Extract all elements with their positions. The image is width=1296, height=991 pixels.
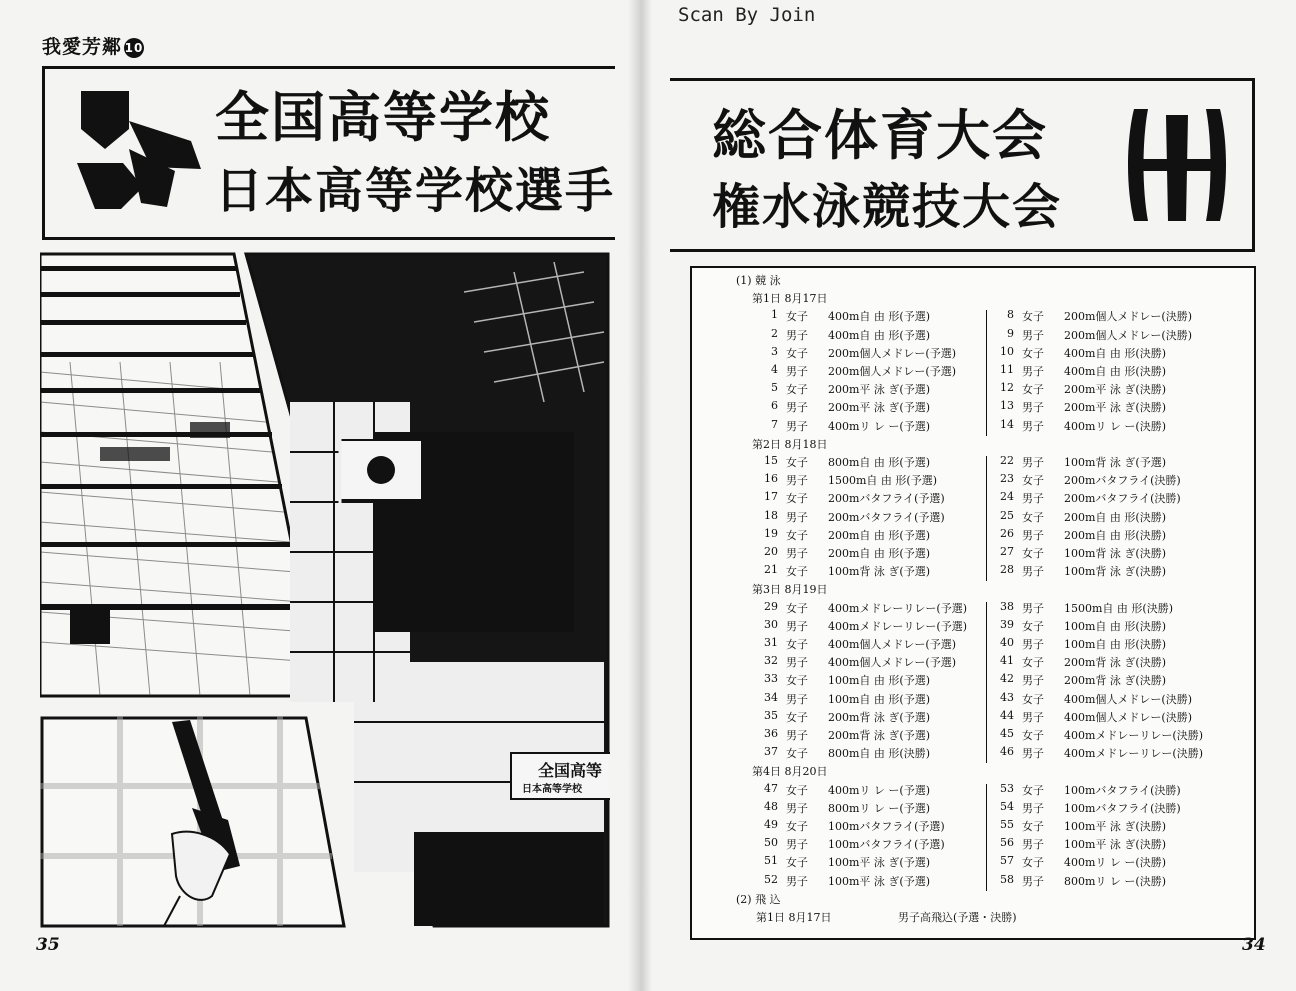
gender: 女子: [1022, 729, 1044, 742]
event-name: 200m平 泳 ぎ(決勝): [1064, 401, 1167, 415]
event-number: 46: [1000, 745, 1014, 759]
event-number: 3: [771, 344, 778, 358]
event-name: 200m個人メドレー(予選): [828, 365, 957, 378]
table-row: [692, 381, 1254, 399]
gender: 男子: [1022, 565, 1044, 579]
event-number: 11: [1000, 363, 1014, 376]
table-row: [692, 327, 1254, 345]
table-row: [692, 745, 1254, 763]
gender: 男子: [1022, 419, 1044, 433]
event-number: 18: [764, 508, 778, 522]
event-name: 100m平 泳 ぎ(決勝): [1064, 820, 1167, 833]
gender: 男子: [786, 692, 808, 706]
gender: 女子: [1022, 310, 1044, 324]
table-row: [692, 636, 1254, 654]
event-number: 21: [764, 563, 778, 577]
event-number: 30: [764, 617, 778, 631]
event-number: 2: [771, 326, 778, 340]
column-divider: [986, 602, 987, 764]
event-name: 400mリ レ ー(決勝): [1064, 419, 1167, 433]
event-number: 48: [764, 799, 778, 813]
event-number: 41: [1000, 654, 1014, 668]
event-name: 200m自 由 形(決勝): [1064, 528, 1167, 542]
event-name: 200m自 由 形(予選): [828, 547, 931, 560]
table-row: [692, 345, 1254, 363]
gender: 女子: [786, 456, 808, 469]
gender: 男子: [786, 547, 808, 560]
event-name: 100m自 由 形(決勝): [1064, 638, 1167, 651]
gender: 女子: [786, 856, 808, 870]
gender: 女子: [786, 310, 808, 324]
gender: 男子: [786, 401, 808, 415]
gender: 女子: [786, 783, 808, 797]
event-number: 4: [771, 363, 778, 376]
event-name: 200mバタフライ(予選): [828, 510, 945, 524]
gender: 男子: [1022, 456, 1044, 469]
event-number: 19: [764, 526, 778, 540]
gender: 男子: [786, 656, 808, 670]
event-number: 58: [1000, 872, 1014, 886]
event-name: 1500m自 由 形(予選): [828, 474, 938, 488]
event-name: 100mバタフライ(予選): [828, 838, 945, 852]
table-row: [692, 472, 1254, 490]
gender: 男子: [786, 474, 808, 488]
gender: 女子: [786, 383, 808, 397]
event-number: 53: [1000, 781, 1014, 795]
gender: 男子: [1022, 710, 1044, 724]
event-name: 200m個人メドレー(決勝): [1064, 328, 1193, 342]
event-number: 42: [1000, 672, 1014, 686]
venue-sign-line2: 日本高等学校: [522, 784, 582, 795]
event-name: 400m個人メドレー(決勝): [1064, 710, 1193, 724]
event-number: 26: [1000, 526, 1014, 540]
event-number: 13: [1000, 399, 1014, 413]
gender: 女子: [786, 346, 808, 360]
gender: 女子: [786, 565, 808, 579]
event-name: 400m個人メドレー(予選): [828, 638, 957, 651]
event-name: 400mメドレーリレー(予選): [828, 601, 968, 615]
section-heading-swimming: (1) 競 泳: [736, 274, 781, 287]
table-row: [692, 600, 1254, 618]
event-name: 100m背 泳 ぎ(決勝): [1064, 565, 1167, 579]
gender: 男子: [1022, 492, 1044, 506]
event-number: 35: [764, 708, 778, 722]
gender: 女子: [1022, 474, 1044, 488]
event-number: 6: [771, 399, 778, 413]
table-row: [692, 490, 1254, 508]
gender: 男子: [786, 619, 808, 633]
event-name: 200m平 泳 ぎ(予選): [828, 401, 931, 415]
table-row: [692, 654, 1254, 672]
gender: 男子: [1022, 601, 1044, 615]
event-number: 38: [1000, 599, 1014, 613]
event-name: 800mリ レ ー(予選): [828, 801, 931, 815]
event-name: 200m背 泳 ぎ(決勝): [1064, 674, 1167, 688]
table-row: [692, 527, 1254, 545]
headline-banner-left: [42, 66, 615, 240]
table-row: [692, 672, 1254, 690]
event-number: 44: [1000, 708, 1014, 722]
event-number: 36: [764, 727, 778, 740]
gender: 男子: [1022, 638, 1044, 651]
event-name: 200m平 泳 ぎ(予選): [828, 383, 931, 397]
gender: 男子: [786, 328, 808, 342]
table-row: [692, 709, 1254, 727]
volume-badge: 10: [124, 38, 144, 58]
event-name: 200m背 泳 ぎ(決勝): [1064, 656, 1167, 670]
event-name: 200m個人メドレー(決勝): [1064, 310, 1193, 324]
event-number: 57: [1000, 854, 1014, 868]
event-number: 52: [764, 872, 778, 886]
event-number: 16: [764, 472, 778, 486]
table-row: [692, 691, 1254, 709]
event-number: 32: [764, 654, 778, 668]
table-row: [692, 509, 1254, 527]
event-number: 39: [1000, 617, 1014, 631]
event-name: 800m自 由 形(決勝): [828, 747, 931, 761]
event-name: 400mリ レ ー(予選): [828, 419, 931, 433]
day-heading: 第3日 8月19日: [752, 583, 828, 597]
column-divider: [986, 456, 987, 581]
gun-panel: [40, 716, 346, 928]
gender: 男子: [1022, 528, 1044, 542]
event-number: 28: [1000, 563, 1014, 577]
table-row: [692, 399, 1254, 417]
gender: 女子: [1022, 619, 1044, 633]
table-row: [692, 873, 1254, 891]
gender: 男子: [1022, 874, 1044, 888]
gender: 男子: [1022, 747, 1044, 761]
event-name: 100mバタフライ(決勝): [1064, 801, 1181, 815]
event-name: 200mバタフライ(決勝): [1064, 474, 1181, 488]
gender: 男子: [1022, 365, 1044, 378]
gender: 女子: [786, 528, 808, 542]
gender: 女子: [1022, 820, 1044, 833]
gender: 女子: [1022, 547, 1044, 560]
gender: 男子: [1022, 674, 1044, 688]
event-number: 14: [1000, 417, 1014, 431]
diving-event: 男子高飛込(予選・決勝): [898, 911, 1017, 924]
section-heading-diving: (2) 飛 込: [736, 892, 781, 906]
table-row: [692, 418, 1254, 436]
event-name: 200m個人メドレー(予選): [828, 346, 957, 360]
headline-right-line2: 権水泳競技大会: [712, 179, 1063, 235]
event-number: 45: [1000, 727, 1014, 740]
gender: 男子: [786, 419, 808, 433]
event-number: 37: [764, 745, 778, 759]
event-name: 100m自 由 形(予選): [828, 674, 931, 688]
book-gutter: [628, 0, 652, 991]
federation-logo-icon: [71, 91, 211, 211]
event-number: 34: [764, 690, 778, 704]
event-name: 200mバタフライ(予選): [828, 492, 945, 506]
event-name: 400mメドレーリレー(予選): [828, 619, 968, 633]
event-number: 12: [1000, 381, 1014, 395]
event-name: 1500m自 由 形(決勝): [1064, 601, 1174, 615]
table-row: [692, 727, 1254, 745]
gender: 男子: [786, 874, 808, 888]
event-number: 27: [1000, 545, 1014, 558]
table-row: [692, 308, 1254, 326]
gender: 女子: [1022, 783, 1044, 797]
event-number: 33: [764, 672, 778, 686]
headline-left-line1: 全国高等学校: [215, 86, 551, 149]
table-row: [692, 545, 1254, 563]
table-row: [692, 454, 1254, 472]
event-name: 100m背 泳 ぎ(予選): [1064, 456, 1167, 469]
gender: 男子: [1022, 801, 1044, 815]
scan-credit: Scan By Join: [678, 4, 816, 26]
event-name: 400m自 由 形(予選): [828, 328, 931, 342]
event-number: 10: [1000, 344, 1014, 358]
gender: 男子: [786, 801, 808, 815]
gender: 男子: [786, 365, 808, 378]
day-heading: 第1日 8月17日: [752, 292, 828, 306]
event-number: 29: [764, 599, 778, 613]
venue-sign: [510, 752, 610, 800]
event-number: 56: [1000, 836, 1014, 850]
gender: 女子: [786, 820, 808, 833]
gender: 女子: [786, 747, 808, 761]
event-number: 54: [1000, 799, 1014, 813]
event-name: 100m背 泳 ぎ(決勝): [1064, 547, 1167, 560]
event-name: 400mメドレーリレー(決勝): [1064, 729, 1204, 742]
event-name: 100mバタフライ(予選): [828, 820, 945, 833]
headline-banner-right: [670, 78, 1255, 252]
event-name: 400mリ レ ー(予選): [828, 783, 931, 797]
gender: 女子: [1022, 656, 1044, 670]
table-row: [692, 782, 1254, 800]
event-number: 5: [771, 381, 778, 395]
column-divider: [986, 310, 987, 435]
event-name: 400mリ レ ー(決勝): [1064, 856, 1167, 870]
event-number: 55: [1000, 818, 1014, 831]
event-name: 400mメドレーリレー(決勝): [1064, 747, 1204, 761]
series-title-text: 我愛芳鄰: [42, 36, 123, 58]
gender: 女子: [786, 601, 808, 615]
day-heading: 第2日 8月18日: [752, 437, 828, 451]
event-number: 9: [1007, 326, 1014, 340]
event-name: 400m個人メドレー(予選): [828, 656, 957, 670]
gender: 男子: [1022, 401, 1044, 415]
event-name: 100mバタフライ(決勝): [1064, 783, 1181, 797]
gender: 男子: [786, 729, 808, 742]
gender: 男子: [786, 838, 808, 852]
event-name: 200mバタフライ(決勝): [1064, 492, 1181, 506]
headline-left-line2: 日本高等学校選手: [215, 163, 616, 219]
event-number: 49: [764, 818, 778, 831]
gender: 男子: [1022, 328, 1044, 342]
page-number-right: 34: [1242, 935, 1266, 955]
event-name: 400m個人メドレー(決勝): [1064, 692, 1193, 706]
table-row: [692, 800, 1254, 818]
event-name: 100m平 泳 ぎ(予選): [828, 856, 931, 870]
event-number: 20: [764, 545, 778, 558]
event-number: 25: [1000, 508, 1014, 522]
event-number: 8: [1007, 308, 1014, 322]
page-number-left: 35: [36, 935, 60, 955]
event-number: 1: [771, 308, 778, 322]
gender: 男子: [786, 510, 808, 524]
event-name: 800mリ レ ー(決勝): [1064, 874, 1167, 888]
event-number: 22: [1000, 454, 1014, 467]
day-heading: 第4日 8月20日: [752, 765, 828, 779]
table-row: [692, 563, 1254, 581]
gender: 女子: [786, 710, 808, 724]
emblem-icon: [1122, 101, 1232, 229]
event-name: 100m平 泳 ぎ(予選): [828, 874, 931, 888]
event-number: 50: [764, 836, 778, 850]
gender: 女子: [1022, 856, 1044, 870]
event-name: 100m背 泳 ぎ(予選): [828, 565, 931, 579]
event-number: 47: [764, 781, 778, 795]
event-number: 15: [764, 454, 778, 467]
table-row: [692, 818, 1254, 836]
table-row: [692, 836, 1254, 854]
event-number: 31: [764, 636, 778, 649]
table-row: [692, 618, 1254, 636]
gender: 女子: [786, 674, 808, 688]
series-title: [42, 32, 144, 59]
gender: 男子: [1022, 838, 1044, 852]
event-number: 40: [1000, 636, 1014, 649]
event-name: 200m背 泳 ぎ(予選): [828, 710, 931, 724]
gender: 女子: [1022, 346, 1044, 360]
event-number: 43: [1000, 690, 1014, 704]
table-row: [692, 363, 1254, 381]
diving-day: 第1日 8月17日: [756, 911, 832, 924]
gender: 女子: [1022, 383, 1044, 397]
event-name: 400m自 由 形(予選): [828, 310, 931, 324]
event-name: 100m平 泳 ぎ(決勝): [1064, 838, 1167, 852]
event-name: 200m背 泳 ぎ(予選): [828, 729, 931, 742]
gender: 女子: [786, 638, 808, 651]
schedule-table: [690, 266, 1256, 940]
headline-right-line1: 総合体育大会: [712, 104, 1048, 167]
event-name: 400m自 由 形(決勝): [1064, 365, 1167, 378]
event-name: 200m自 由 形(予選): [828, 528, 931, 542]
gender: 女子: [1022, 692, 1044, 706]
table-row: [692, 854, 1254, 872]
gun-illustration: [40, 716, 346, 928]
event-name: 100m自 由 形(予選): [828, 692, 931, 706]
event-number: 51: [764, 854, 778, 868]
event-name: 200m自 由 形(決勝): [1064, 510, 1167, 524]
gender: 女子: [786, 492, 808, 506]
event-name: 200m平 泳 ぎ(決勝): [1064, 383, 1167, 397]
event-number: 17: [764, 490, 778, 504]
event-number: 7: [771, 417, 778, 431]
event-name: 100m自 由 形(決勝): [1064, 619, 1167, 633]
event-name: 400m自 由 形(決勝): [1064, 346, 1167, 360]
column-divider: [986, 784, 987, 891]
event-number: 23: [1000, 472, 1014, 486]
event-number: 24: [1000, 490, 1014, 504]
gender: 女子: [1022, 510, 1044, 524]
event-name: 800m自 由 形(予選): [828, 456, 931, 469]
venue-sign-line1: 全国高等: [538, 761, 603, 780]
